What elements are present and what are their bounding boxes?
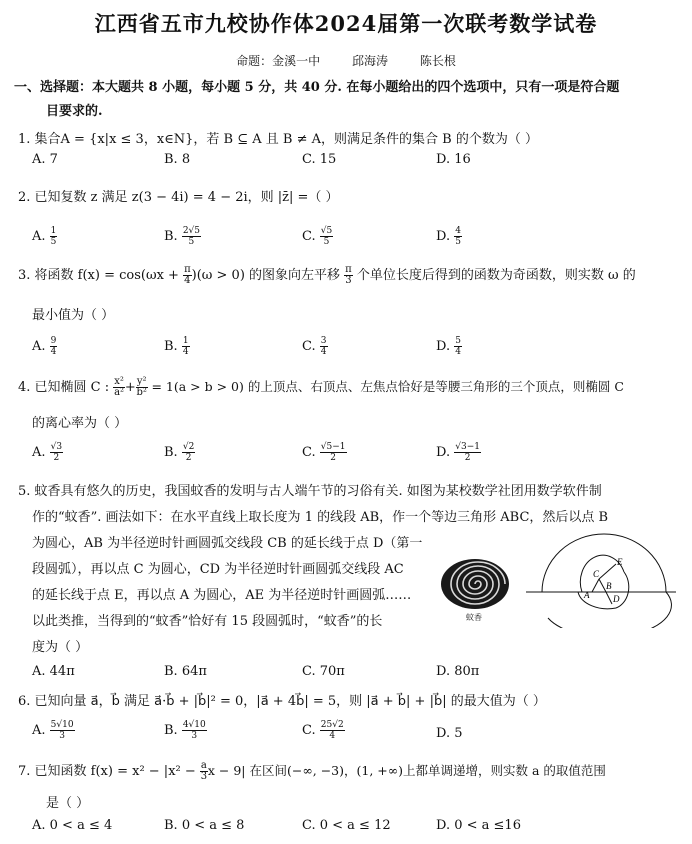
q6-option-c: C. $\frac{25√2}{4}$ bbox=[302, 720, 344, 741]
question-5-line-7: 度为（ ） bbox=[32, 640, 89, 655]
q5-option-c: C. 70π bbox=[302, 664, 345, 679]
q3-option-d: D. $\frac{5}{4}$ bbox=[436, 336, 461, 357]
q1-option-c: C. 15 bbox=[302, 152, 337, 167]
q4-option-c: C. $\frac{√5-1}{2}$ bbox=[302, 442, 346, 463]
question-3: 3. 将函数 f(x) = cos(ωx + $\frac{\pi}{4}$ )(ω > 0) 的图象向左平移 $\frac{\pi}{3}$ 个单位长度后得到的函数为奇函数，则实数 ω 的 bbox=[18, 264, 636, 286]
q4-option-d: D. $\frac{√3-1}{2}$ bbox=[436, 442, 480, 463]
question-4: 4. 已知椭圆 C : $\frac{\text{x²}}{\text{a²}}$ + $\frac{\text{y²}}{\text{b²}}$ = 1(a > b > 0) 的上顶点、右顶点、左焦点恰好是等腰三角形的三个顶点，则椭圆 C bbox=[18, 376, 624, 398]
q3-option-a: A. $\frac{9}{4}$ bbox=[32, 336, 57, 357]
q4-option-b: B. $\frac{√2}{2}$ bbox=[164, 442, 195, 463]
question-5-line-4: 段圆弧），再以点 C 为圆心，CD 为半径逆时针画圆弧交线段 AC bbox=[32, 562, 404, 577]
section-heading-cont: 目要求的. bbox=[46, 104, 103, 119]
question-6: 6. 已知向量 a⃗，b⃗ 满足 a⃗·b⃗ + |b⃗|² = 0，|a⃗ + 4b⃗| = 5，则 |a⃗ + b⃗| + |b⃗| 的最大值为（ ） bbox=[18, 694, 546, 709]
q7-option-c: C. 0 < a ≤ 12 bbox=[302, 818, 391, 833]
point-a-label: A bbox=[584, 590, 590, 600]
q2-option-b: B. $\frac{2√5}{5}$ bbox=[164, 226, 201, 247]
mosquito-coil-caption: 蚊香 bbox=[466, 613, 482, 622]
point-e-label: E bbox=[617, 557, 623, 567]
question-5-line-1: 5. 蚊香具有悠久的历史，我国蚊香的发明与古人端午节的习俗有关. 如图为某校数学社团用数学软件制 bbox=[18, 484, 602, 499]
q1-option-b: B. 8 bbox=[164, 152, 191, 167]
q5-option-a: A. 44π bbox=[32, 664, 75, 679]
question-5-line-5: 的延长线于点 E，再以点 A 为圆心，AE 为半径逆时针画圆弧…… bbox=[32, 588, 412, 603]
question-5-line-6: 以此类推，当得到的“蚊香”恰好有 15 段圆弧时，“蚊香”的长 bbox=[32, 614, 383, 629]
authors-line bbox=[0, 52, 692, 69]
author-1: 金溪一中 bbox=[272, 54, 321, 68]
question-7: 7. 已知函数 f(x) = x² − |x² − $\frac{a}{3}$ x − 9| 在区间(−∞, −3)，(1, +∞)上都单调递增，则实数 a 的取值范围 bbox=[18, 760, 606, 782]
q5-option-d: D. 80π bbox=[436, 664, 480, 679]
q2-option-c: C. $\frac{√5}{5}$ bbox=[302, 226, 333, 247]
q7-option-d: D. 0 < a ≤16 bbox=[436, 818, 521, 833]
q5-option-b: B. 64π bbox=[164, 664, 207, 679]
section-heading: 一、选择题：本大题共 8 小题，每小题 5 分，共 40 分. 在每小题给出的四个选项中，只有一项是符合题 bbox=[14, 80, 620, 95]
q4-option-a: A. $\frac{√3}{2}$ bbox=[32, 442, 63, 463]
q3-option-b: B. $\frac{1}{4}$ bbox=[164, 336, 189, 357]
question-1: 1. 集合A = {x|x ≤ 3，x∈N}，若 B ⊆ A 且 B ≠ A，则满足条件的集合 B 的个数为（ ） bbox=[18, 132, 538, 147]
q3-option-c: C. $\frac{3}{4}$ bbox=[302, 336, 327, 357]
question-5-line-3: 为圆心，AB 为半径逆时针画圆弧交线段 CB 的延长线于点 D（第一 bbox=[32, 536, 423, 551]
q6-option-b: B. $\frac{4√10}{3}$ bbox=[164, 720, 206, 741]
q7-option-a: A. 0 < a ≤ 4 bbox=[32, 818, 113, 833]
q2-option-a: A. $\frac{1}{5}$ bbox=[32, 226, 57, 247]
authors-label: 命题： bbox=[236, 54, 273, 68]
author-3: 陈长根 bbox=[419, 54, 456, 68]
point-d-label: D bbox=[613, 594, 620, 604]
question-5-line-2: 作的“蚊香”. 画法如下：在水平直线上取长度为 1 的线段 AB，作一个等边三角形 ABC，然后以点 B bbox=[32, 510, 609, 525]
author-2: 邱海涛 bbox=[352, 54, 389, 68]
point-c-label: C bbox=[593, 569, 600, 579]
q1-option-d: D. 16 bbox=[436, 152, 471, 167]
q6-option-d: D. 5 bbox=[436, 726, 463, 741]
page-title: 江西省五市九校协作体2024届第一次联考数学试卷 bbox=[94, 11, 598, 36]
q6-option-a: A. $\frac{5√10}{3}$ bbox=[32, 720, 74, 741]
question-2: 2. 已知复数 z 满足 z(3 − 4i) = 4 − 2i，则 |z̄| =（ ） bbox=[18, 190, 339, 205]
question-7-cont: 是（ ） bbox=[46, 796, 90, 811]
question-3-cont: 最小值为（ ） bbox=[32, 308, 115, 323]
point-b-label: B bbox=[606, 581, 612, 591]
coil-construction-figure bbox=[520, 532, 680, 628]
q7-option-b: B. 0 < a ≤ 8 bbox=[164, 818, 245, 833]
q1-option-a: A. 7 bbox=[32, 152, 58, 167]
mosquito-coil-image bbox=[438, 556, 512, 616]
q2-option-d: D. $\frac{4}{5}$ bbox=[436, 226, 461, 247]
question-4-cont: 的离心率为（ ） bbox=[32, 416, 128, 431]
